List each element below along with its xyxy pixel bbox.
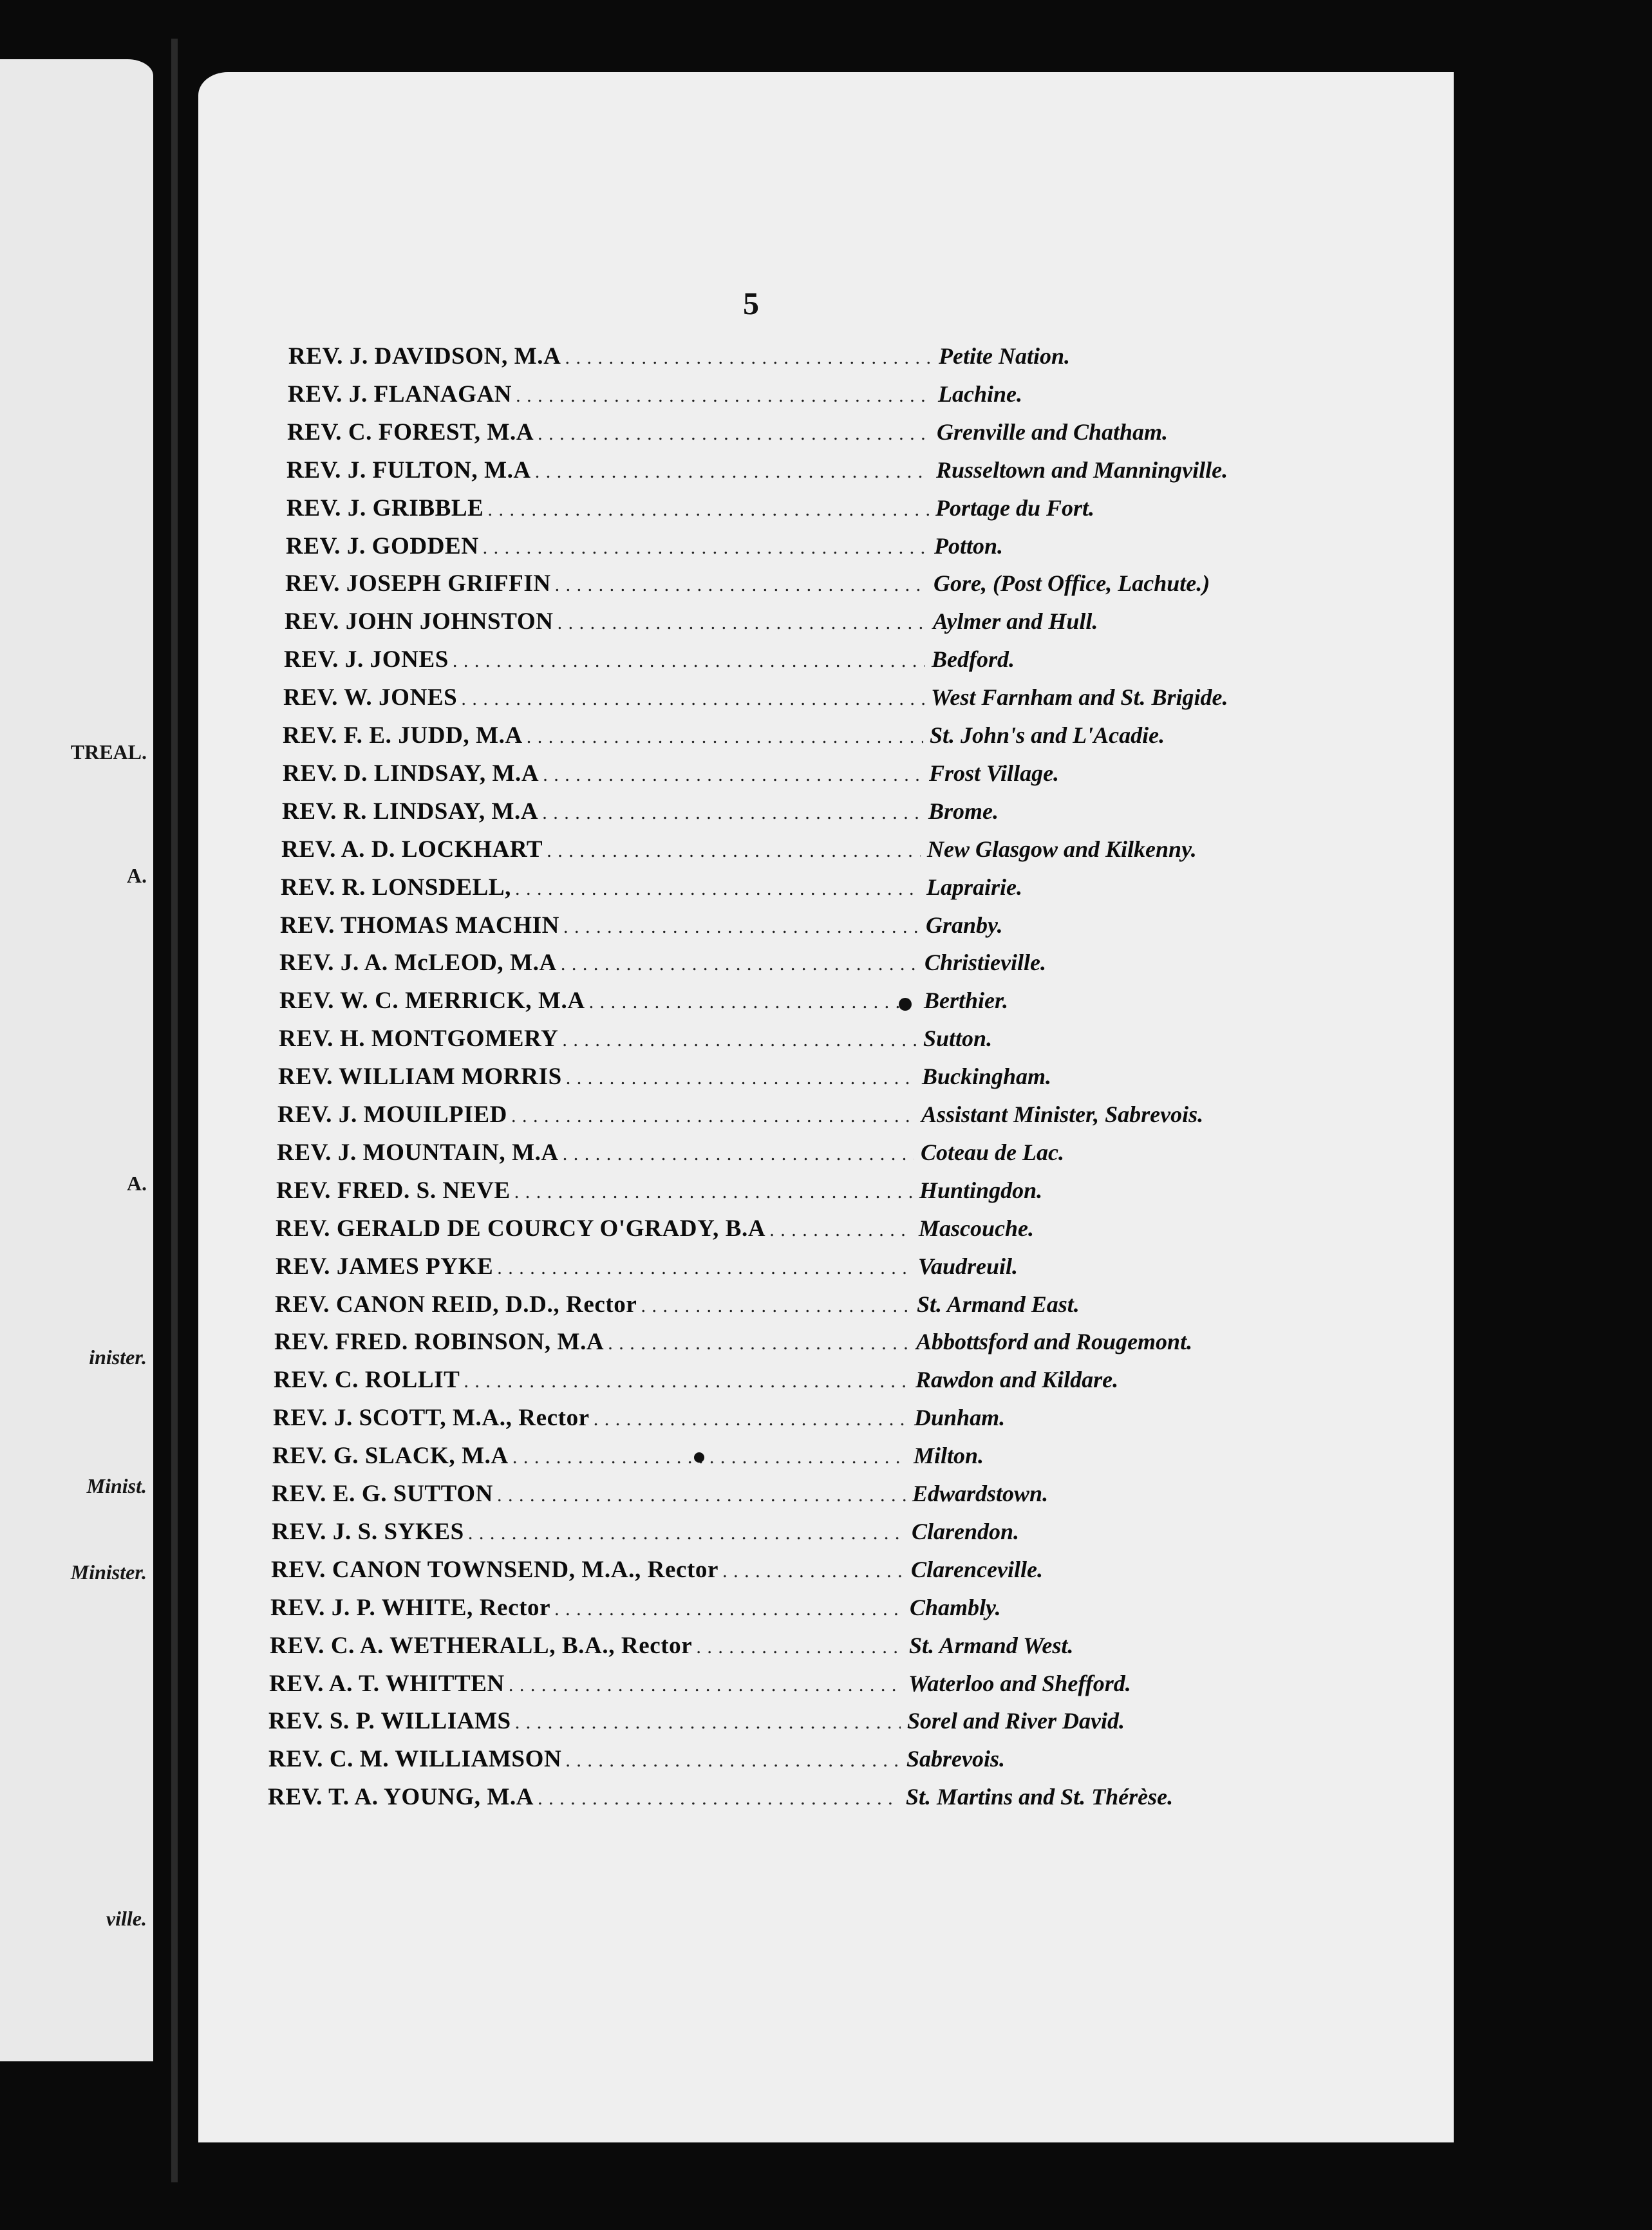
dot-leader <box>468 1523 905 1544</box>
clergy-name: REV. A. D. LOCKHART <box>281 836 543 863</box>
dot-leader <box>561 953 918 975</box>
dot-leader <box>543 764 923 786</box>
dot-leader <box>535 461 930 483</box>
left-page-fragment: ville. <box>106 1907 147 1930</box>
parish-location: Huntingdon. <box>919 1177 1043 1203</box>
dot-leader <box>542 802 922 824</box>
clergy-name: REV. J. A. McLEOD, M.A <box>279 950 557 976</box>
dot-leader <box>547 840 921 862</box>
clergy-entry <box>274 1328 1328 1367</box>
dot-leader <box>527 726 923 748</box>
binding-gutter <box>171 39 178 2182</box>
clergy-entry <box>281 874 1338 912</box>
dot-leader <box>497 1257 912 1279</box>
clergy-entry <box>268 1745 1319 1784</box>
clergy-name: REV. G. SLACK, M.A <box>272 1443 509 1469</box>
parish-location: Lachine. <box>938 381 1022 407</box>
dot-leader <box>566 1067 915 1089</box>
parish-location: Laprairie. <box>926 874 1022 900</box>
clergy-entry <box>277 1139 1333 1177</box>
clergy-name: REV. J. JONES <box>284 646 449 673</box>
parish-location: Milton. <box>914 1443 984 1468</box>
clergy-entry <box>281 836 1339 874</box>
clergy-name: REV. W. C. MERRICK, M.A <box>279 988 585 1014</box>
clergy-name: REV. J. FLANAGAN <box>288 381 512 408</box>
dot-leader <box>538 1788 899 1810</box>
clergy-entry <box>279 1025 1335 1063</box>
clergy-name: REV. JOHN JOHNSTON <box>285 608 554 635</box>
parish-location: Mascouche. <box>919 1215 1034 1241</box>
clergy-entry <box>286 456 1348 495</box>
clergy-name: REV. R. LINDSAY, M.A <box>282 798 539 825</box>
parish-location: Berthier. <box>924 988 1009 1013</box>
dot-leader <box>497 1485 906 1506</box>
dot-leader <box>722 1560 905 1582</box>
parish-location: Chambly. <box>910 1595 1001 1620</box>
parish-location: Granby. <box>926 912 1003 938</box>
clergy-name: REV. A. T. WHITTEN <box>269 1671 505 1697</box>
dot-leader <box>511 1105 915 1127</box>
clergy-entry <box>283 684 1343 722</box>
dot-leader <box>769 1219 912 1241</box>
parish-location: Sutton. <box>923 1026 993 1051</box>
ink-spot <box>694 1452 704 1463</box>
clergy-name: REV. J. MOUILPIED <box>277 1101 507 1128</box>
clergy-entry <box>269 1670 1320 1709</box>
dot-leader <box>461 688 925 710</box>
clergy-entry <box>287 418 1349 457</box>
clergy-name: REV. D. LINDSAY, M.A <box>283 760 540 787</box>
dot-leader <box>554 1598 903 1620</box>
clergy-name: REV. JOSEPH GRIFFIN <box>285 570 551 597</box>
clergy-entry <box>272 1442 1326 1481</box>
parish-location: West Farnham and St. Brigide. <box>931 684 1228 710</box>
clergy-entry <box>288 380 1350 419</box>
parish-location: St. Armand West. <box>909 1633 1074 1658</box>
parish-location: Buckingham. <box>922 1063 1052 1089</box>
dot-leader <box>515 878 920 900</box>
clergy-entry <box>283 722 1342 760</box>
clergy-name: REV. C. M. WILLIAMSON <box>268 1746 562 1772</box>
clergy-entry <box>276 1177 1331 1215</box>
document-page <box>198 72 1454 2142</box>
clergy-name: REV. J. DAVIDSON, M.A <box>288 343 561 370</box>
clergy-name: REV. R. LONSDELL, <box>281 874 512 901</box>
clergy-entry <box>277 1101 1333 1139</box>
clergy-name: REV. JAMES PYKE <box>276 1253 494 1280</box>
clergy-name: REV. C. A. WETHERALL, B.A., Rector <box>270 1633 693 1659</box>
dot-leader <box>594 1409 908 1430</box>
parish-location: Frost Village. <box>929 760 1060 786</box>
dot-leader <box>558 612 926 634</box>
clergy-entry <box>270 1632 1321 1671</box>
left-page-fragment: A. <box>126 1172 147 1195</box>
clergy-entry <box>268 1707 1319 1746</box>
clergy-name: REV. GERALD DE COURCY O'GRADY, B.A <box>276 1215 766 1242</box>
dot-leader <box>516 385 932 407</box>
left-facing-page <box>0 59 153 2061</box>
dot-leader <box>514 1181 913 1203</box>
dot-leader <box>608 1333 910 1354</box>
parish-location: St. Armand East. <box>917 1291 1080 1317</box>
dot-leader <box>696 1636 903 1658</box>
clergy-name: REV. F. E. JUDD, M.A <box>283 722 523 749</box>
clergy-entry <box>273 1404 1326 1443</box>
parish-location: Bedford. <box>932 646 1015 672</box>
parish-location: Portage du Fort. <box>935 495 1095 521</box>
dot-leader <box>487 499 929 521</box>
dot-leader <box>563 1143 914 1165</box>
clergy-entry <box>276 1215 1331 1253</box>
ink-spot <box>899 998 912 1011</box>
parish-location: Vaudreuil. <box>918 1253 1018 1279</box>
clergy-entry <box>268 1783 1318 1822</box>
clergy-name: REV. J. FULTON, M.A <box>286 457 531 483</box>
parish-location: St. Martins and St. Thérèse. <box>906 1784 1174 1810</box>
clergy-name: REV. CANON REID, D.D., Rector <box>275 1291 637 1318</box>
clergy-name: REV. THOMAS MACHIN <box>280 912 559 939</box>
dot-leader <box>565 1750 900 1772</box>
clergy-entry <box>274 1366 1328 1405</box>
clergy-name: REV. J. GODDEN <box>286 533 479 559</box>
dot-leader <box>565 347 932 369</box>
clergy-name: REV. J. MOUNTAIN, M.A <box>277 1139 559 1166</box>
clergy-entry <box>282 798 1340 836</box>
parish-location: Waterloo and Shefford. <box>908 1671 1131 1696</box>
dot-leader <box>483 537 928 559</box>
clergy-name: REV. W. JONES <box>283 684 458 711</box>
clergy-entry <box>279 949 1337 988</box>
parish-location: Sabrevois. <box>906 1746 1005 1772</box>
parish-location: Assistant Minister, Sabrevois. <box>921 1101 1204 1127</box>
parish-location: Abbottsford and Rougemont. <box>916 1329 1193 1354</box>
parish-location: Petite Nation. <box>939 343 1070 369</box>
dot-leader <box>464 1371 909 1392</box>
clergy-name: REV. WILLIAM MORRIS <box>278 1063 562 1090</box>
clergy-name: REV. S. P. WILLIAMS <box>268 1708 511 1734</box>
clergy-entry <box>272 1518 1324 1557</box>
clergy-entry <box>271 1556 1323 1595</box>
dot-leader <box>589 991 917 1013</box>
dot-leader <box>555 574 927 596</box>
clergy-entry <box>286 532 1346 571</box>
parish-location: Coteau de Lac. <box>921 1139 1064 1165</box>
parish-location: Grenville and Chatham. <box>937 419 1169 445</box>
parish-location: Dunham. <box>914 1405 1006 1430</box>
left-page-fragment: A. <box>126 864 147 887</box>
clergy-entry <box>272 1480 1324 1519</box>
clergy-name: REV. C. FOREST, M.A <box>287 419 534 445</box>
left-page-fragment: inister. <box>89 1345 147 1369</box>
clergy-entry <box>288 342 1351 381</box>
parish-location: Russeltown and Manningville. <box>936 457 1228 483</box>
clergy-name: REV. J. P. WHITE, Rector <box>270 1595 551 1621</box>
clergy-entry <box>283 760 1341 798</box>
dot-leader <box>563 916 919 938</box>
clergy-entry <box>285 608 1345 646</box>
parish-location: Aylmer and Hull. <box>933 608 1098 634</box>
dot-leader <box>515 1712 901 1734</box>
clergy-entry <box>279 987 1336 1026</box>
clergy-name: REV. J. SCOTT, M.A., Rector <box>273 1405 590 1431</box>
clergy-entry <box>270 1594 1322 1633</box>
clergy-name: REV. CANON TOWNSEND, M.A., Rector <box>271 1557 719 1583</box>
dot-leader <box>509 1674 902 1696</box>
left-page-fragment: TREAL. <box>70 740 147 764</box>
clergy-name: REV. J. GRIBBLE <box>286 495 484 521</box>
parish-location: Gore, (Post Office, Lachute.) <box>934 570 1210 596</box>
dot-leader <box>562 1029 917 1051</box>
clergy-entry <box>276 1253 1330 1291</box>
parish-location: New Glasgow and Kilkenny. <box>927 836 1197 862</box>
page-number: 5 <box>743 285 759 321</box>
clergy-name: REV. J. S. SYKES <box>272 1519 464 1545</box>
parish-location: St. John's and L'Acadie. <box>930 722 1165 748</box>
clergy-entry <box>280 912 1338 950</box>
clergy-entry <box>285 570 1346 608</box>
clergy-name: REV. C. ROLLIT <box>274 1367 460 1393</box>
clergy-name: REV. E. G. SUTTON <box>272 1481 493 1507</box>
parish-location: Edwardstown. <box>912 1481 1049 1506</box>
parish-location: Rawdon and Kildare. <box>915 1367 1119 1392</box>
clergy-entry <box>275 1291 1329 1329</box>
clergy-name: REV. FRED. S. NEVE <box>276 1177 511 1204</box>
dot-leader <box>538 423 930 445</box>
parish-location: Sorel and River David. <box>907 1708 1125 1734</box>
parish-location: Clarenceville. <box>911 1557 1043 1582</box>
clergy-name: REV. H. MONTGOMERY <box>279 1026 559 1052</box>
clergy-entry <box>278 1063 1334 1101</box>
left-page-fragment: Minister. <box>70 1560 147 1584</box>
clergy-name: REV. FRED. ROBINSON, M.A <box>274 1329 605 1355</box>
dot-leader <box>641 1295 910 1317</box>
clergy-name: REV. T. A. YOUNG, M.A <box>268 1784 534 1810</box>
clergy-entry <box>284 646 1344 684</box>
parish-location: Christieville. <box>925 950 1046 975</box>
dot-leader <box>512 1447 907 1468</box>
clergy-entry <box>286 494 1347 533</box>
parish-location: Potton. <box>934 533 1004 559</box>
parish-location: Clarendon. <box>912 1519 1020 1544</box>
parish-location: Brome. <box>928 798 999 824</box>
left-page-fragment: Minist. <box>86 1474 147 1497</box>
dot-leader <box>453 650 925 672</box>
